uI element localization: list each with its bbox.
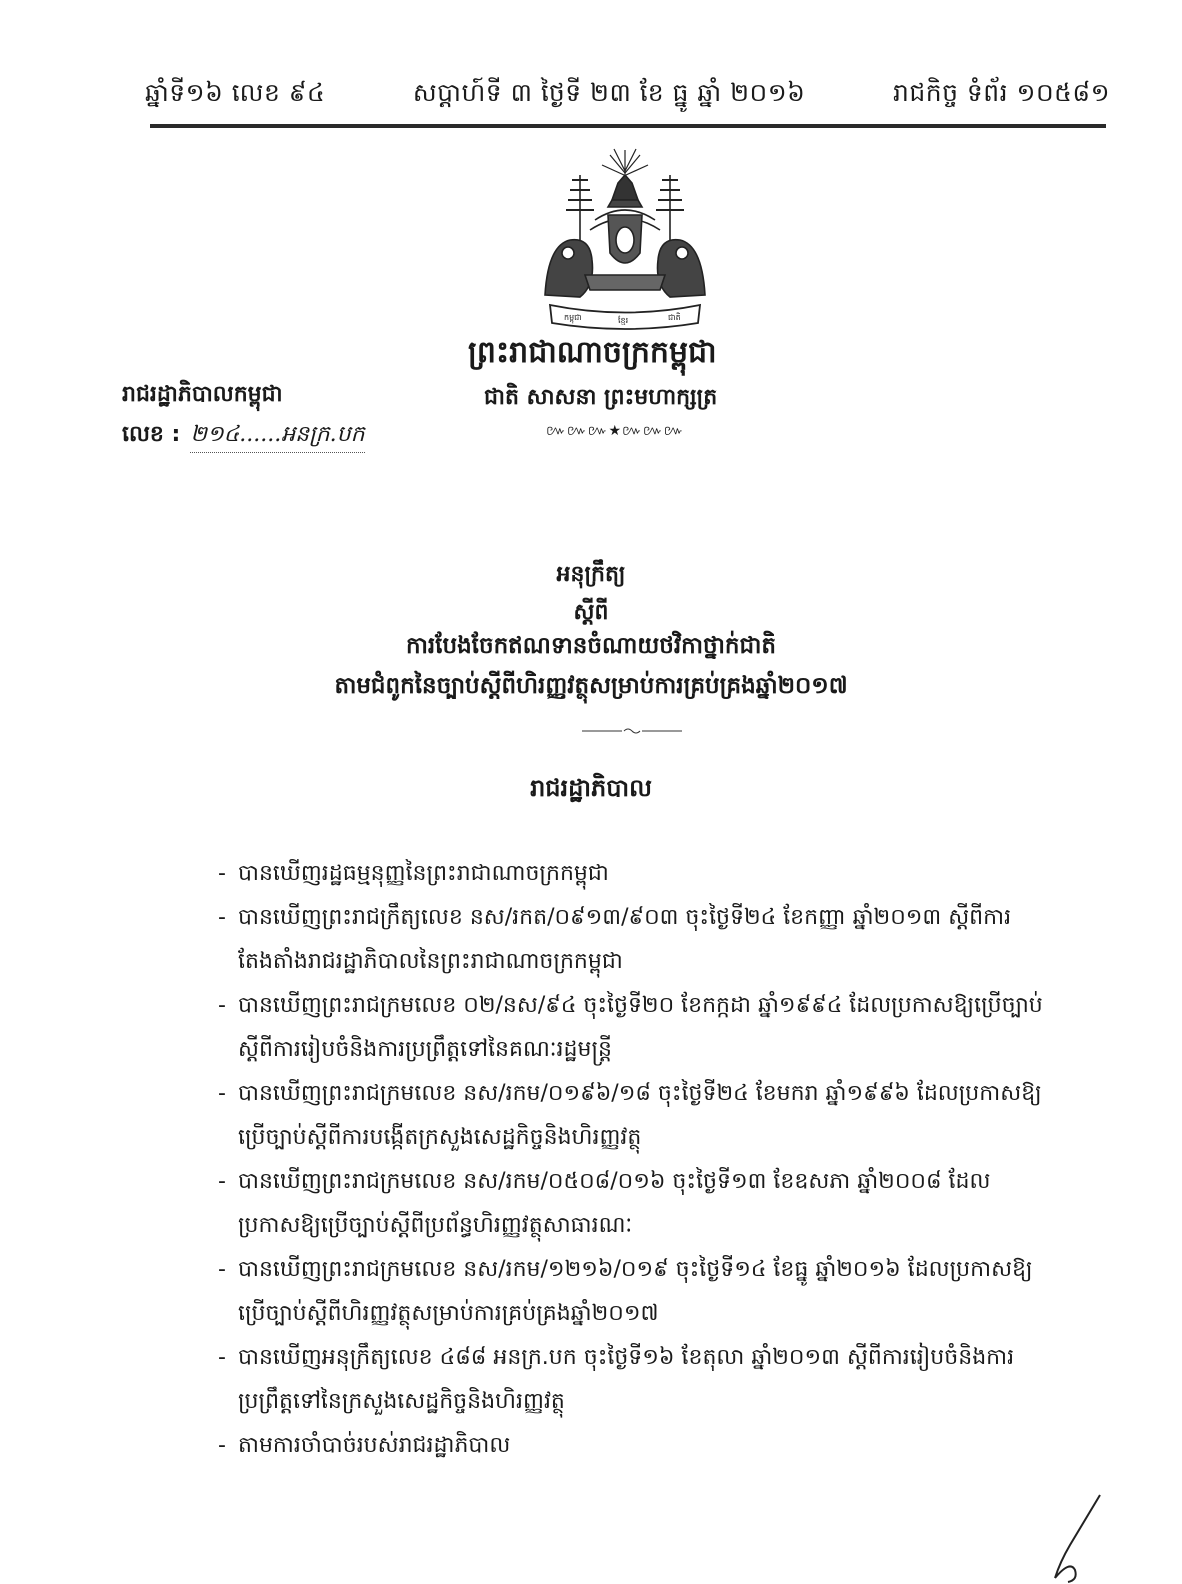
consideration-item [218, 1424, 1058, 1468]
title-divider [582, 727, 682, 735]
consideration-item [218, 984, 1058, 1072]
kingdom-title: ព្រះរាជាណាចក្រកម្ពុជា [468, 335, 717, 370]
reference-row [122, 420, 365, 453]
document-about: ស្ដីពី [573, 600, 609, 625]
national-motto: ជាតិ សាសនា ព្រះមហាក្សត្រ [484, 385, 718, 410]
list-dash: - [218, 861, 226, 886]
signature-mark [1030, 1490, 1130, 1584]
list-dash: - [218, 905, 226, 930]
consideration-item [218, 1160, 1058, 1248]
consideration-item [218, 1336, 1058, 1424]
ribbon-text-left: កម្ពុជា [564, 313, 582, 322]
consideration-text: បានឃើញព្រះរាជក្រមលេខ នស/រកម/០១៩៦/១៨ ចុះថ្ងៃទី២៤ ខែមករា ឆ្នាំ១៩៩៦ ដែលប្រកាសឱ្យប្រើច្បាប់ស្ដីពីការបង្កើតក្រសួងសេដ្ឋកិច្ចនិងហិរញ្ញវត្ថុ [238, 1081, 1042, 1150]
consideration-text: តាមការចាំបាច់របស់រាជរដ្ឋាភិបាល [238, 1433, 511, 1458]
document-subject-line-1: ការបែងចែកឥណទានចំណាយថវិកាថ្នាក់ជាតិ [405, 633, 777, 659]
issuer-name: រាជរដ្ឋាភិបាលកម្ពុជា [122, 382, 283, 407]
document-subject-line-2: តាមជំពូកនៃច្បាប់ស្ដីពីហិរញ្ញវត្ថុសម្រាប់ការគ្រប់គ្រងឆ្នាំ២០១៧ [334, 673, 848, 699]
gazette-year-issue: ឆ្នាំទី១៦ លេខ ៩៤ [145, 78, 326, 107]
consideration-text: បានឃើញព្រះរាជក្រមលេខ នស/រកម/០៥០៨/០១៦ ចុះថ្ងៃទី១៣ ខែឧសភា ឆ្នាំ២០០៨ ដែលប្រកាសឱ្យប្រើច្បាប់ស្ដីពីប្រព័ន្ធហិរញ្ញវត្ថុសាធារណៈ [238, 1169, 991, 1238]
motto-ornament: ៚៚៚★៚៚៚ [546, 423, 685, 439]
consideration-text: បានឃើញរដ្ឋធម្មនុញ្ញនៃព្រះរាជាណាចក្រកម្ពុជា [238, 861, 609, 886]
considerations-list [218, 852, 1058, 1468]
government-heading: រាជរដ្ឋាភិបាល [530, 774, 652, 802]
reference-label: លេខ : [122, 422, 181, 447]
list-dash: - [218, 1169, 226, 1194]
list-dash: - [218, 1433, 226, 1458]
consideration-item [218, 896, 1058, 984]
header-rule [150, 124, 1106, 128]
consideration-item [218, 1248, 1058, 1336]
reference-number: ២១៤......អនក្រ.បក [190, 420, 364, 453]
consideration-text: បានឃើញព្រះរាជក្រមលេខ នស/រកម/១២១៦/០១៩ ចុះថ្ងៃទី១៤ ខែធ្នូ ឆ្នាំ២០១៦ ដែលប្រកាសឱ្យប្រើច្បាប់ស្ដីពីហិរញ្ញវត្ថុសម្រាប់ការគ្រប់គ្រងឆ្នាំ២០១៧ [238, 1257, 1033, 1326]
gazette-header [145, 78, 1110, 114]
list-dash: - [218, 1081, 226, 1106]
consideration-text: បានឃើញអនុក្រឹត្យលេខ ៤៨៨ អនក្រ.បក ចុះថ្ងៃទី១៦ ខែតុលា ឆ្នាំ២០១៣ ស្ដីពីការរៀបចំនិងការប្រព្រឹត្តទៅនៃក្រសួងសេដ្ឋកិច្ចនិងហិរញ្ញវត្ថុ [238, 1345, 1015, 1414]
ribbon-text-right: ជាតិ [668, 313, 681, 322]
consideration-text: បានឃើញព្រះរាជក្រមលេខ ០២/នស/៩៤ ចុះថ្ងៃទី២០ ខែកក្កដា ឆ្នាំ១៩៩៤ ដែលប្រកាសឱ្យប្រើច្បាប់ស្ដីពីការរៀបចំនិងការប្រព្រឹត្តទៅនៃគណៈរដ្ឋមន្ត្រី [238, 993, 1043, 1062]
consideration-text: បានឃើញព្រះរាជក្រឹត្យលេខ នស/រកត/០៩១៣/៩០៣ ចុះថ្ងៃទី២៤ ខែកញ្ញា ឆ្នាំ២០១៣ ស្ដីពីការតែងតាំងរាជរដ្ឋាភិបាលនៃព្រះរាជាណាចក្រកម្ពុជា [238, 905, 1012, 974]
consideration-item [218, 1072, 1058, 1160]
ribbon-text-center: ខ្មែរ [618, 316, 629, 325]
gazette-date: សប្ដាហ៍ទី ៣ ថ្ងៃទី ២៣ ខែ ធ្នូ ឆ្នាំ ២០១៦ [412, 78, 806, 107]
list-dash: - [218, 1257, 226, 1282]
consideration-item [218, 852, 1058, 896]
gazette-page-number: រាជកិច្ច ទំព័រ ១០៥៨១ [893, 78, 1110, 107]
list-dash: - [218, 993, 226, 1018]
royal-emblem-icon [540, 145, 710, 330]
document-type: អនុក្រឹត្យ [556, 562, 626, 587]
list-dash: - [218, 1345, 226, 1370]
